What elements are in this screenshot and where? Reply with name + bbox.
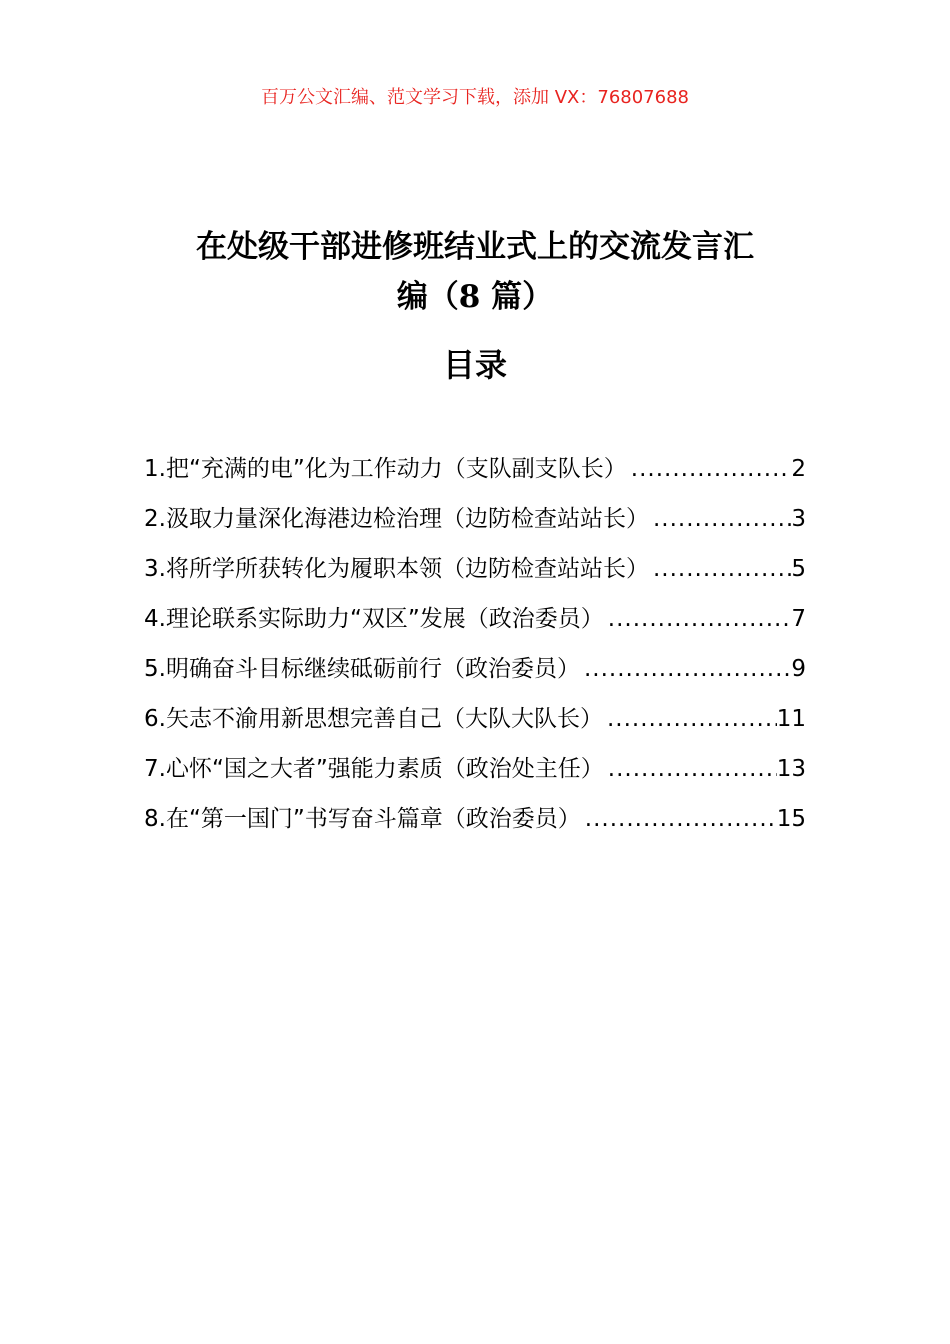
toc-entry-5[interactable] [144, 644, 806, 694]
toc-leader-dots [649, 494, 791, 544]
toc-entry-page: 5 [791, 556, 806, 582]
toc-heading: 目录 [442, 346, 507, 384]
toc-entry-label: 4.理论联系实际助力“双区”发展（政治委员） [144, 606, 604, 632]
toc-leader-dots [649, 544, 791, 594]
toc-entry-page: 11 [776, 706, 806, 732]
toc-entry-4[interactable] [144, 594, 806, 644]
toc-entry-label: 5.明确奋斗目标继续砥砺前行（政治委员） [144, 656, 580, 682]
toc-entry-1[interactable] [144, 444, 806, 494]
toc-entry-2[interactable] [144, 494, 806, 544]
toc-entry-6[interactable] [144, 694, 806, 744]
header-promo-note: 百万公文汇编、范文学习下载，添加 VX：76807688 [261, 87, 689, 108]
toc-leader-dots [604, 594, 792, 644]
toc-entry-label: 3.将所学所获转化为履职本领（边防检查站站长） [144, 556, 649, 582]
toc-leader-dots [627, 444, 792, 494]
table-of-contents [144, 444, 806, 844]
toc-leader-dots [604, 744, 777, 794]
toc-entry-label: 2.汲取力量深化海港边检治理（边防检查站站长） [144, 506, 649, 532]
toc-leader-dots [581, 794, 777, 844]
toc-leader-dots [580, 644, 791, 694]
document-title-line-2: 编（8 篇） [396, 279, 554, 315]
toc-leader-dots [603, 694, 777, 744]
toc-entry-label: 7.心怀“国之大者”强能力素质（政治处主任） [144, 756, 604, 782]
toc-entry-3[interactable] [144, 544, 806, 594]
document-title-line-1: 在处级干部进修班结业式上的交流发言汇 [196, 229, 754, 265]
toc-entry-page: 13 [776, 756, 806, 782]
toc-entry-page: 3 [791, 506, 806, 532]
toc-entry-page: 9 [791, 656, 806, 682]
toc-entry-label: 1.把“充满的电”化为工作动力（支队副支队长） [144, 456, 627, 482]
toc-entry-page: 2 [791, 456, 806, 482]
toc-entry-label: 8.在“第一国门”书写奋斗篇章（政治委员） [144, 806, 581, 832]
toc-entry-page: 15 [776, 806, 806, 832]
toc-entry-page: 7 [791, 606, 806, 632]
toc-entry-7[interactable] [144, 744, 806, 794]
toc-entry-label: 6.矢志不渝用新思想完善自己（大队大队长） [144, 706, 603, 732]
toc-entry-8[interactable] [144, 794, 806, 844]
document-title [150, 222, 800, 322]
